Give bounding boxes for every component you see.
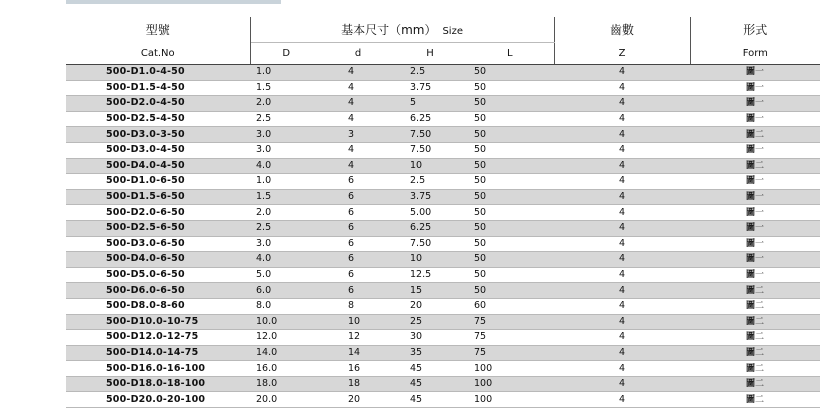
cell-cat: 500-D1.5-4-50 xyxy=(66,80,250,96)
cell-form xyxy=(690,220,820,236)
cell-d: 4.0 xyxy=(250,252,322,268)
form-prefix: 圖 xyxy=(746,223,756,234)
table-row xyxy=(66,127,820,143)
cell-d: 1.5 xyxy=(250,80,322,96)
cell-cat: 500-D14.0-14-75 xyxy=(66,345,250,361)
form-prefix: 圖 xyxy=(746,332,756,343)
cell-d: 12 xyxy=(322,330,394,346)
header-dim-d: d xyxy=(322,43,394,65)
cell-d: 16 xyxy=(322,361,394,377)
cell-z: 4 xyxy=(554,127,690,143)
cell-h: 3.75 xyxy=(394,189,466,205)
cell-d: 6 xyxy=(322,236,394,252)
cell-z: 4 xyxy=(554,252,690,268)
cell-d: 14.0 xyxy=(250,345,322,361)
form-prefix: 圖 xyxy=(746,145,756,156)
form-value: 一 xyxy=(755,254,765,265)
cell-l: 100 xyxy=(466,392,554,408)
cell-l: 100 xyxy=(466,376,554,392)
cell-l: 75 xyxy=(466,345,554,361)
cell-form xyxy=(690,80,820,96)
cell-d: 20 xyxy=(322,392,394,408)
cell-form xyxy=(690,111,820,127)
cell-d: 10.0 xyxy=(250,314,322,330)
cell-cat: 500-D3.0-6-50 xyxy=(66,236,250,252)
spec-table xyxy=(66,17,820,408)
cell-d: 2.0 xyxy=(250,96,322,112)
form-prefix: 圖 xyxy=(746,238,756,249)
table-row xyxy=(66,314,820,330)
cell-d: 2.0 xyxy=(250,205,322,221)
form-prefix: 圖 xyxy=(746,347,756,358)
cell-d: 6 xyxy=(322,283,394,299)
form-value: 二 xyxy=(755,347,765,358)
cell-form xyxy=(690,361,820,377)
cell-l: 100 xyxy=(466,361,554,377)
cell-h: 5.00 xyxy=(394,205,466,221)
cell-l: 50 xyxy=(466,80,554,96)
cell-l: 50 xyxy=(466,96,554,112)
cell-form xyxy=(690,314,820,330)
cell-h: 12.5 xyxy=(394,267,466,283)
table-row xyxy=(66,158,820,174)
cell-z: 4 xyxy=(554,298,690,314)
form-value: 一 xyxy=(755,223,765,234)
cell-d: 3.0 xyxy=(250,127,322,143)
table-row xyxy=(66,252,820,268)
table-row xyxy=(66,376,820,392)
header-form-en: Form xyxy=(690,43,820,65)
cell-z: 4 xyxy=(554,283,690,299)
cell-h: 25 xyxy=(394,314,466,330)
form-value: 一 xyxy=(755,98,765,109)
cell-d: 6 xyxy=(322,220,394,236)
header-dim-H: H xyxy=(394,43,466,65)
cell-h: 6.25 xyxy=(394,111,466,127)
cell-z: 4 xyxy=(554,205,690,221)
cell-z: 4 xyxy=(554,96,690,112)
cell-d: 4 xyxy=(322,158,394,174)
header-teeth-cn: 齒數 xyxy=(554,17,690,43)
cell-z: 4 xyxy=(554,189,690,205)
table-row xyxy=(66,345,820,361)
cell-h: 7.50 xyxy=(394,236,466,252)
cell-z: 4 xyxy=(554,174,690,190)
cell-cat: 500-D2.5-4-50 xyxy=(66,111,250,127)
cell-cat: 500-D4.0-6-50 xyxy=(66,252,250,268)
cell-h: 30 xyxy=(394,330,466,346)
table-row xyxy=(66,267,820,283)
header-dim-D: D xyxy=(250,43,322,65)
table-row xyxy=(66,392,820,408)
cell-d: 6 xyxy=(322,174,394,190)
table-row xyxy=(66,80,820,96)
form-value: 一 xyxy=(755,192,765,203)
cell-d: 6 xyxy=(322,267,394,283)
table-row xyxy=(66,220,820,236)
form-value: 一 xyxy=(755,67,765,78)
cell-l: 50 xyxy=(466,220,554,236)
cell-d: 8.0 xyxy=(250,298,322,314)
cell-z: 4 xyxy=(554,314,690,330)
cell-z: 4 xyxy=(554,392,690,408)
cell-h: 7.50 xyxy=(394,142,466,158)
table-row xyxy=(66,330,820,346)
cell-d: 4 xyxy=(322,142,394,158)
form-prefix: 圖 xyxy=(746,82,756,93)
form-value: 一 xyxy=(755,176,765,187)
header-form-cn: 形式 xyxy=(743,23,768,38)
cell-form xyxy=(690,96,820,112)
form-value: 二 xyxy=(755,363,765,374)
cell-cat: 500-D1.5-6-50 xyxy=(66,189,250,205)
cell-d: 20.0 xyxy=(250,392,322,408)
form-prefix: 圖 xyxy=(746,176,756,187)
cell-d: 6 xyxy=(322,189,394,205)
header-dims xyxy=(250,17,554,43)
cell-h: 2.5 xyxy=(394,174,466,190)
cell-cat: 500-D18.0-18-100 xyxy=(66,376,250,392)
header-model-en: Cat.No xyxy=(66,43,250,65)
cell-cat: 500-D10.0-10-75 xyxy=(66,314,250,330)
cell-l: 50 xyxy=(466,252,554,268)
form-value: 二 xyxy=(755,160,765,171)
form-value: 二 xyxy=(755,285,765,296)
cell-form xyxy=(690,174,820,190)
cell-l: 50 xyxy=(466,283,554,299)
form-value: 一 xyxy=(755,207,765,218)
cell-d: 1.0 xyxy=(250,65,322,81)
cell-d: 1.5 xyxy=(250,189,322,205)
cell-cat: 500-D12.0-12-75 xyxy=(66,330,250,346)
cell-form xyxy=(690,330,820,346)
cell-cat: 500-D4.0-4-50 xyxy=(66,158,250,174)
table-body xyxy=(66,65,820,408)
cell-d: 2.5 xyxy=(250,111,322,127)
cell-l: 50 xyxy=(466,267,554,283)
table-row xyxy=(66,205,820,221)
form-prefix: 圖 xyxy=(746,394,756,405)
cell-cat: 500-D1.0-4-50 xyxy=(66,65,250,81)
form-value: 二 xyxy=(755,379,765,390)
cell-d: 2.5 xyxy=(250,220,322,236)
cell-d: 4.0 xyxy=(250,158,322,174)
form-prefix: 圖 xyxy=(746,67,756,78)
header-dim-L: L xyxy=(466,43,554,65)
cell-cat: 500-D2.5-6-50 xyxy=(66,220,250,236)
cell-l: 50 xyxy=(466,174,554,190)
cell-d: 3.0 xyxy=(250,142,322,158)
cell-h: 7.50 xyxy=(394,127,466,143)
cell-cat: 500-D5.0-6-50 xyxy=(66,267,250,283)
cell-form xyxy=(690,376,820,392)
cell-h: 45 xyxy=(394,392,466,408)
cell-z: 4 xyxy=(554,376,690,392)
cell-form xyxy=(690,252,820,268)
header-teeth-en: Z xyxy=(554,43,690,65)
form-prefix: 圖 xyxy=(746,363,756,374)
cell-l: 50 xyxy=(466,158,554,174)
form-prefix: 圖 xyxy=(746,192,756,203)
cell-d: 3.0 xyxy=(250,236,322,252)
form-prefix: 圖 xyxy=(746,270,756,281)
cell-d: 4 xyxy=(322,65,394,81)
cell-l: 50 xyxy=(466,189,554,205)
cell-cat: 500-D3.0-4-50 xyxy=(66,142,250,158)
form-prefix: 圖 xyxy=(746,285,756,296)
cell-h: 45 xyxy=(394,361,466,377)
cell-l: 75 xyxy=(466,330,554,346)
form-value: 二 xyxy=(755,301,765,312)
table-row xyxy=(66,283,820,299)
cell-l: 50 xyxy=(466,127,554,143)
cell-z: 4 xyxy=(554,345,690,361)
cell-form xyxy=(690,298,820,314)
cell-d: 3 xyxy=(322,127,394,143)
header-dims-en: Size xyxy=(442,26,463,37)
cell-d: 8 xyxy=(322,298,394,314)
cell-d: 18.0 xyxy=(250,376,322,392)
form-prefix: 圖 xyxy=(746,316,756,327)
cell-d: 6 xyxy=(322,205,394,221)
cell-form xyxy=(690,205,820,221)
form-value: 一 xyxy=(755,238,765,249)
form-value: 一 xyxy=(755,270,765,281)
cell-z: 4 xyxy=(554,158,690,174)
cell-form xyxy=(690,283,820,299)
form-value: 二 xyxy=(755,394,765,405)
table-row xyxy=(66,111,820,127)
header-dims-cn: 基本尺寸（mm） xyxy=(341,23,437,37)
cell-d: 4 xyxy=(322,111,394,127)
cell-h: 45 xyxy=(394,376,466,392)
cell-z: 4 xyxy=(554,267,690,283)
cell-cat: 500-D2.0-4-50 xyxy=(66,96,250,112)
cell-z: 4 xyxy=(554,80,690,96)
cell-cat: 500-D6.0-6-50 xyxy=(66,283,250,299)
cell-d: 5.0 xyxy=(250,267,322,283)
cell-form xyxy=(690,189,820,205)
cell-h: 3.75 xyxy=(394,80,466,96)
cell-cat: 500-D2.0-6-50 xyxy=(66,205,250,221)
form-value: 一 xyxy=(755,82,765,93)
cell-z: 4 xyxy=(554,220,690,236)
table-row xyxy=(66,174,820,190)
table-row xyxy=(66,361,820,377)
cell-h: 35 xyxy=(394,345,466,361)
cell-l: 50 xyxy=(466,65,554,81)
form-prefix: 圖 xyxy=(746,129,756,140)
cell-form xyxy=(690,392,820,408)
table-row xyxy=(66,65,820,81)
form-prefix: 圖 xyxy=(746,160,756,171)
form-value: 二 xyxy=(755,332,765,343)
cell-h: 10 xyxy=(394,158,466,174)
form-prefix: 圖 xyxy=(746,254,756,265)
cell-d: 14 xyxy=(322,345,394,361)
cell-h: 15 xyxy=(394,283,466,299)
cell-d: 12.0 xyxy=(250,330,322,346)
cell-d: 16.0 xyxy=(250,361,322,377)
cell-d: 18 xyxy=(322,376,394,392)
cell-form xyxy=(690,236,820,252)
cell-form xyxy=(690,345,820,361)
cell-z: 4 xyxy=(554,330,690,346)
cell-l: 50 xyxy=(466,142,554,158)
cell-l: 75 xyxy=(466,314,554,330)
cell-h: 6.25 xyxy=(394,220,466,236)
cell-l: 50 xyxy=(466,236,554,252)
cell-z: 4 xyxy=(554,111,690,127)
cell-z: 4 xyxy=(554,65,690,81)
cell-h: 2.5 xyxy=(394,65,466,81)
table-row xyxy=(66,236,820,252)
table-row xyxy=(66,96,820,112)
cell-cat: 500-D16.0-16-100 xyxy=(66,361,250,377)
cell-h: 10 xyxy=(394,252,466,268)
cell-l: 60 xyxy=(466,298,554,314)
cell-z: 4 xyxy=(554,142,690,158)
cell-form xyxy=(690,127,820,143)
table-row xyxy=(66,189,820,205)
cell-l: 50 xyxy=(466,111,554,127)
form-prefix: 圖 xyxy=(746,379,756,390)
cell-z: 4 xyxy=(554,361,690,377)
cell-cat: 500-D3.0-3-50 xyxy=(66,127,250,143)
form-prefix: 圖 xyxy=(746,98,756,109)
cell-d: 10 xyxy=(322,314,394,330)
cell-cat: 500-D8.0-8-60 xyxy=(66,298,250,314)
cell-l: 50 xyxy=(466,205,554,221)
form-value: 一 xyxy=(755,145,765,156)
cell-z: 4 xyxy=(554,236,690,252)
cell-cat: 500-D20.0-20-100 xyxy=(66,392,250,408)
cell-d: 4 xyxy=(322,80,394,96)
cell-form xyxy=(690,267,820,283)
cell-form xyxy=(690,142,820,158)
cell-form xyxy=(690,65,820,81)
header-model-cn: 型號 xyxy=(66,17,250,43)
table-row xyxy=(66,142,820,158)
cell-cat: 500-D1.0-6-50 xyxy=(66,174,250,190)
form-value: 二 xyxy=(755,129,765,140)
form-prefix: 圖 xyxy=(746,301,756,312)
cell-h: 20 xyxy=(394,298,466,314)
cell-d: 6 xyxy=(322,252,394,268)
cell-form xyxy=(690,158,820,174)
cell-d: 1.0 xyxy=(250,174,322,190)
cell-d: 6.0 xyxy=(250,283,322,299)
form-value: 二 xyxy=(755,316,765,327)
cell-d: 4 xyxy=(322,96,394,112)
top-decor-bar xyxy=(66,0,281,4)
form-prefix: 圖 xyxy=(746,114,756,125)
table-row xyxy=(66,298,820,314)
form-value: 一 xyxy=(755,114,765,125)
cell-h: 5 xyxy=(394,96,466,112)
form-prefix: 圖 xyxy=(746,207,756,218)
